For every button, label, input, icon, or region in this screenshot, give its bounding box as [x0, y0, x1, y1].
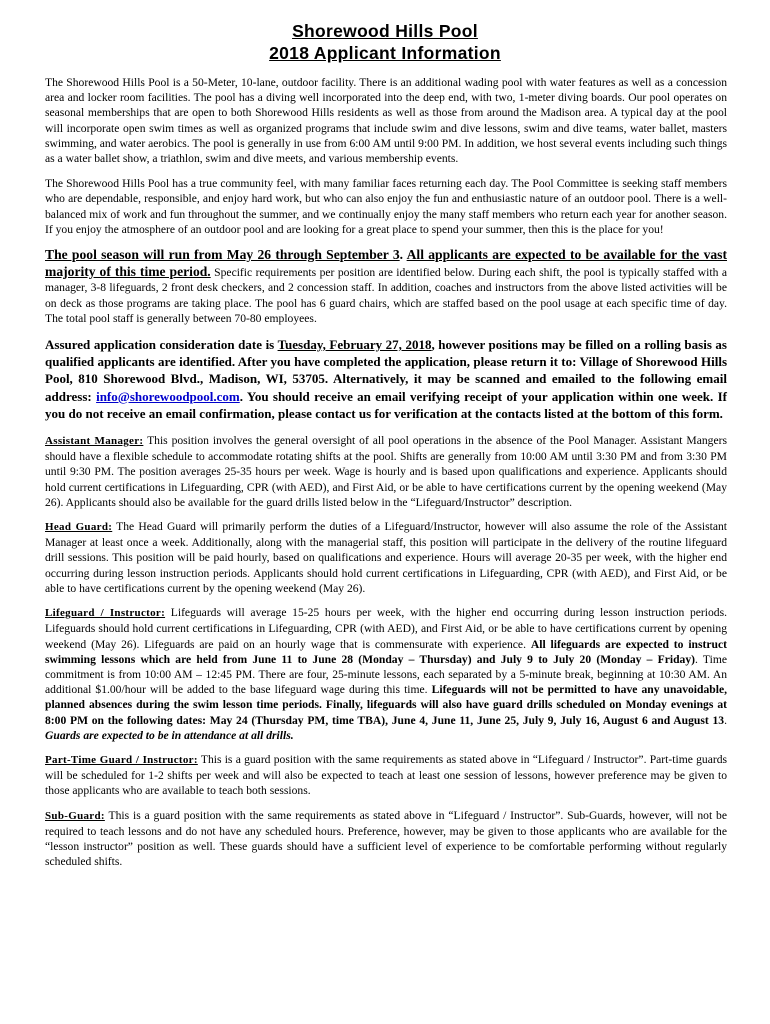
part-time-label: Part-Time Guard / Instructor: — [45, 753, 198, 766]
application-date: Tuesday, February 27, 2018 — [277, 337, 432, 353]
head-guard-paragraph: Head Guard: The Head Guard will primarily perform the duties of a Lifeguard/Instructor, however will also assume the role of the Assistant Manager at least once a week. Additionally, along with the managerial staff, this position will participate in the delivery of the routine lifeguard drill sessions. This position will be paid hourly, based on qualifications and experience. Hours will average 20-35 per week, with the higher end occurring during lesson instruction periods. Applicants should hold current certifications in Lifeguarding, CPR (with AED), and First Aid, or be able to have certifications current by the opening weekend (May 26). — [45, 520, 727, 595]
intro-paragraph-1: The Shorewood Hills Pool is a 50-Meter, 10-lane, outdoor facility. There is an additional wading pool with water features as well as a concession area and locker room facilities. The pool has a diving well incorporated into the deep end, with two, 1-meter diving boards. Our pool operates on seasonal memberships that are open to both Shorewood Hills residents as well as those from around the Madison area. A typical day at the pool will incorporate open swim times as well as organized programs that include swim and dive lessons, swim and dive teams, water ballet, masters swimming, and water aerobics. The pool is generally in use from 6:00 AM until 9:00 PM. In addition, we host several events including such things as a water ballet show, a triathlon, swim and dive meets, and various membership events. — [45, 76, 727, 166]
assistant-manager-paragraph: Assistant Manager: This position involves the general oversight of all pool operations in the absence of the Pool Manager. Assistant Mangers should have a flexible schedule to accommodate rotating shifts at the pool. Shifts are generally from 10:00 AM until 3:30 PM and from 3:30 PM until 9:30 PM. The position averages 25-35 hours per week. Wage is hourly and is based upon qualifications and experience. Applicants should hold current certifications in Lifeguarding, CPR (with AED), and First Aid, or be able to have certifications current by the opening weekend (May 26). Applicants should also be available for the guard drills listed below in the “Lifeguard/Instructor” description. — [45, 434, 727, 509]
email-link[interactable]: info@shorewoodpool.com — [96, 388, 240, 404]
document-title — [0, 20, 770, 64]
sub-guard-paragraph: Sub-Guard: This is a guard position with the same requirements as stated above in “Lifeguard / Instructor”. Sub-Guards, however, will not be required to teach lessons and do not have any scheduled hours. Preference, however, may be given to those applicants who are available for the “lesson instructor” position as well. These guards should have a sufficient level of experience to be comfortable performing without regularly scheduled shifts. — [45, 808, 727, 869]
title-line-2: 2018 Applicant Information — [269, 43, 501, 63]
lifeguard-paragraph: Lifeguard / Instructor: Lifeguards will average 15-25 hours per week, with the higher end occurring during lesson instruction periods. Lifeguards should hold current certifications in Lifeguarding, CPR (with AED), and First Aid, or be able to have certifications current by opening weekend (May 26). Lifeguards are paid on an hourly wage that is commensurate with experience. All lifeguards are expected to instruct swimming lessons which are held from June 11 to June 28 (Monday – Thursday) and July 9 to July 20 (Monday – Friday). Time commitment is from 10:00 AM – 12:45 PM. There are four, 25-minute lessons, each separated by a 5-minute break, beginning at 10:30 AM. An additional $1.00/hour will be added to the base lifeguard wage during this time. Lifeguards will not be permitted to have any unavoidable, planned absences during the swim lesson time periods. Finally, lifeguards will also have guard drills scheduled on Monday evenings at 8:00 PM on the following dates: May 24 (Thursday PM, time TBA), June 4, June 11, June 25, July 9, July 16, August 6 and August 13. Guards are expected to be in attendance at all drills. — [45, 606, 727, 742]
intro-paragraph-2: The Shorewood Hills Pool has a true community feel, with many familiar faces returning each day. The Pool Committee is seeking staff members who are dependable, responsible, and enjoy hard work, but who can also enjoy the fun and enthusiastic nature of an outdoor pool. There is a well-balanced mix of work and fun throughout the summer, and we continually enjoy the many staff members who return each year for another season. If you enjoy the atmosphere of an outdoor pool and are looking for a great place to spend your summer, then this is the place for you! — [45, 177, 727, 236]
drill-attendance-note: Guards are expected to be in attendance at all drills. — [45, 728, 294, 742]
season-paragraph: The pool season will run from May 26 through September 3. All applicants are expected to be available for the vast majority of this time period. Specific requirements per position are identified below. During each shift, the pool is typically staffed with a manager, 3-8 lifeguards, 2 front desk checkers, and 2 concession staff. In addition, coaches and instructors from the above listed activities will be on deck as those programs are taking place. The pool has 6 guard chairs, which are staffed based on the pool usage at each specific time of day. The total pool staff is generally between 70-80 employees. — [45, 247, 728, 325]
application-paragraph: Assured application consideration date is Tuesday, February 27, 2018, however positions may be filled on a rolling basis as qualified applicants are identified. After you have completed the application, please return it to: Village of Shorewood Hills Pool, 810 Shorewood Blvd., Madison, WI, 53705. Alternatively, it may be scanned and emailed to the following email address: info@shorewoodpool.com. You should receive an email verifying receipt of your application within one week. If you do not receive an email confirmation, please contact us for verification at the contacts listed at the bottom of this form. — [45, 337, 728, 421]
season-details: Specific requirements per position are identified below. During each shift, the pool is typically staffed with a manager, 3-8 lifeguards, 2 front desk checkers, and 2 concession staff. In addition, coaches and instructors from the above listed activities will be on deck as those programs are taking place. The pool has 6 guard chairs, which are staffed based on the pool usage at each specific time of day. The total pool staff is generally between 70-80 employees. — [45, 266, 727, 325]
assistant-manager-label: Assistant Manager: — [45, 435, 144, 448]
lifeguard-label: Lifeguard / Instructor: — [45, 607, 166, 620]
title-line-1: Shorewood Hills Pool — [292, 21, 478, 41]
head-guard-label: Head Guard: — [45, 521, 113, 534]
sub-guard-label: Sub-Guard: — [45, 809, 105, 822]
document-body — [45, 75, 727, 878]
season-lead: The pool season will run from May 26 through September 3 — [45, 247, 400, 263]
season-availability: All applicants are expected to be available for the vast majority of this time period. — [45, 247, 728, 280]
part-time-paragraph: Part-Time Guard / Instructor: This is a guard position with the same requirements as stated above in “Lifeguard / Instructor”. Part-time guards will be scheduled for 1-2 shifts per week and will also be expected to teach at least one session of lessons, however preference may be given to those applicants who are available to teach both sessions. — [45, 752, 728, 798]
lesson-schedule: All lifeguards are expected to instruct swimming lessons which are held from June 11 to June 28 (Monday – Thursday) and July 9 to July 20 (Monday – Friday) — [45, 637, 727, 666]
drill-schedule: Lifeguards will not be permitted to have any unavoidable, planned absences during the swim lesson time periods. Finally, lifeguards will also have guard drills scheduled on Monday evenings at 8:00 PM on the following dates: May 24 (Thursday PM, time TBA), June 4, June 11, June 25, July 9, July 16, August 6 and August 13 — [45, 683, 727, 727]
